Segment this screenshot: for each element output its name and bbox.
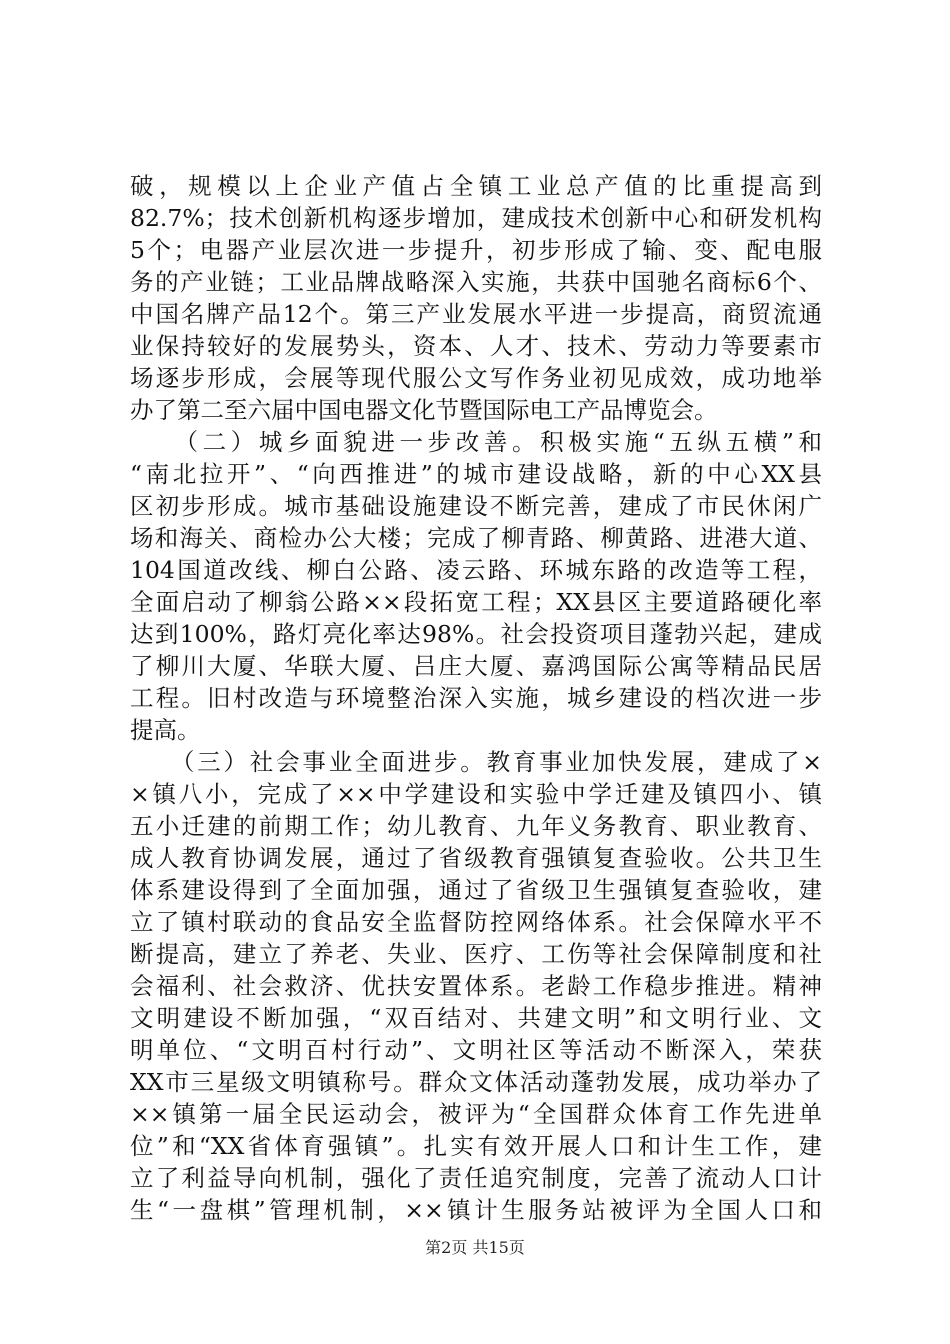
text-line: 办了第二至六届中国电器文化节暨国际电工产品博览会。 <box>130 396 718 424</box>
text-line: 区初步形成。城市基础设施建设不断完善，建成了市民休闲广 <box>130 492 822 520</box>
text-line: 会福利、社会救济、优扶安置体系。老龄工作稳步推进。精神 <box>130 972 822 1000</box>
text-line: XX市三星级文明镇称号。群众文体活动蓬勃发展，成功举办了 <box>130 1068 822 1096</box>
text-line: 达到100%，路灯亮化率达98%。社会投资项目蓬勃兴起，建成 <box>130 620 822 648</box>
text-line: 破，规模以上企业产值占全镇工业总产值的比重提高到 <box>130 172 822 200</box>
text-line: 立了镇村联动的食品安全监督防控网络体系。社会保障水平不 <box>130 908 822 936</box>
text-line: 中国名牌产品12个。第三产业发展水平进一步提高，商贸流通 <box>130 300 822 328</box>
text-line: ×镇八小，完成了××中学建设和实验中学迁建及镇四小、镇 <box>130 780 822 808</box>
text-line: 务的产业链；工业品牌战略深入实施，共获中国驰名商标6个、 <box>130 268 822 296</box>
text-line: （三）社会事业全面进步。教育事业加快发展，建成了× <box>130 748 822 776</box>
text-line: 成人教育协调发展，通过了省级教育强镇复查验收。公共卫生 <box>130 844 822 872</box>
text-line: 位”和“XX省体育强镇”。扎实有效开展人口和计生工作，建 <box>130 1132 822 1160</box>
text-line: “南北拉开”、“向西推进”的城市建设战略，新的中心XX县 <box>130 460 822 488</box>
text-line: 业保持较好的发展势头，资本、人才、技术、劳动力等要素市 <box>130 332 822 360</box>
text-line: 立了利益导向机制，强化了责任追究制度，完善了流动人口计 <box>130 1164 822 1192</box>
text-line: 生“一盘棋”管理机制，××镇计生服务站被评为全国人口和 <box>130 1196 822 1224</box>
text-line: 场和海关、商检办公大楼；完成了柳青路、柳黄路、进港大道、 <box>130 524 822 552</box>
text-line: 文明建设不断加强，“双百结对、共建文明”和文明行业、文 <box>130 1004 822 1032</box>
text-line: 断提高，建立了养老、失业、医疗、工伤等社会保障制度和社 <box>130 940 822 968</box>
text-line: 104国道改线、柳白公路、凌云路、环城东路的改造等工程， <box>130 556 822 584</box>
document-body <box>130 170 822 1226</box>
text-line: 明单位、“文明百村行动”、文明社区等活动不断深入，荣获 <box>130 1036 822 1064</box>
text-line: 场逐步形成，会展等现代服公文写作务业初见成效，成功地举 <box>130 364 822 392</box>
text-line: 工程。旧村改造与环境整治深入实施，城乡建设的档次进一步 <box>130 684 822 712</box>
text-line: 五小迁建的前期工作；幼儿教育、九年义务教育、职业教育、 <box>130 812 822 840</box>
page-footer: 第2页 共15页 <box>425 1238 525 1257</box>
text-line: ××镇第一届全民运动会，被评为“全国群众体育工作先进单 <box>130 1100 822 1128</box>
text-line: 体系建设得到了全面加强，通过了省级卫生强镇复查验收，建 <box>130 876 822 904</box>
text-line: 5个；电器产业层次进一步提升，初步形成了输、变、配电服 <box>130 236 822 264</box>
text-line: 了柳川大厦、华联大厦、吕庄大厦、嘉鸿国际公寓等精品民居 <box>130 652 822 680</box>
text-line: 82.7%；技术创新机构逐步增加，建成技术创新中心和研发机构 <box>130 204 822 232</box>
text-line: （二）城乡面貌进一步改善。积极实施“五纵五横”和 <box>130 428 822 456</box>
text-line: 全面启动了柳翁公路××段拓宽工程；XX县区主要道路硬化率 <box>130 588 822 616</box>
text-line: 提高。 <box>130 716 201 744</box>
